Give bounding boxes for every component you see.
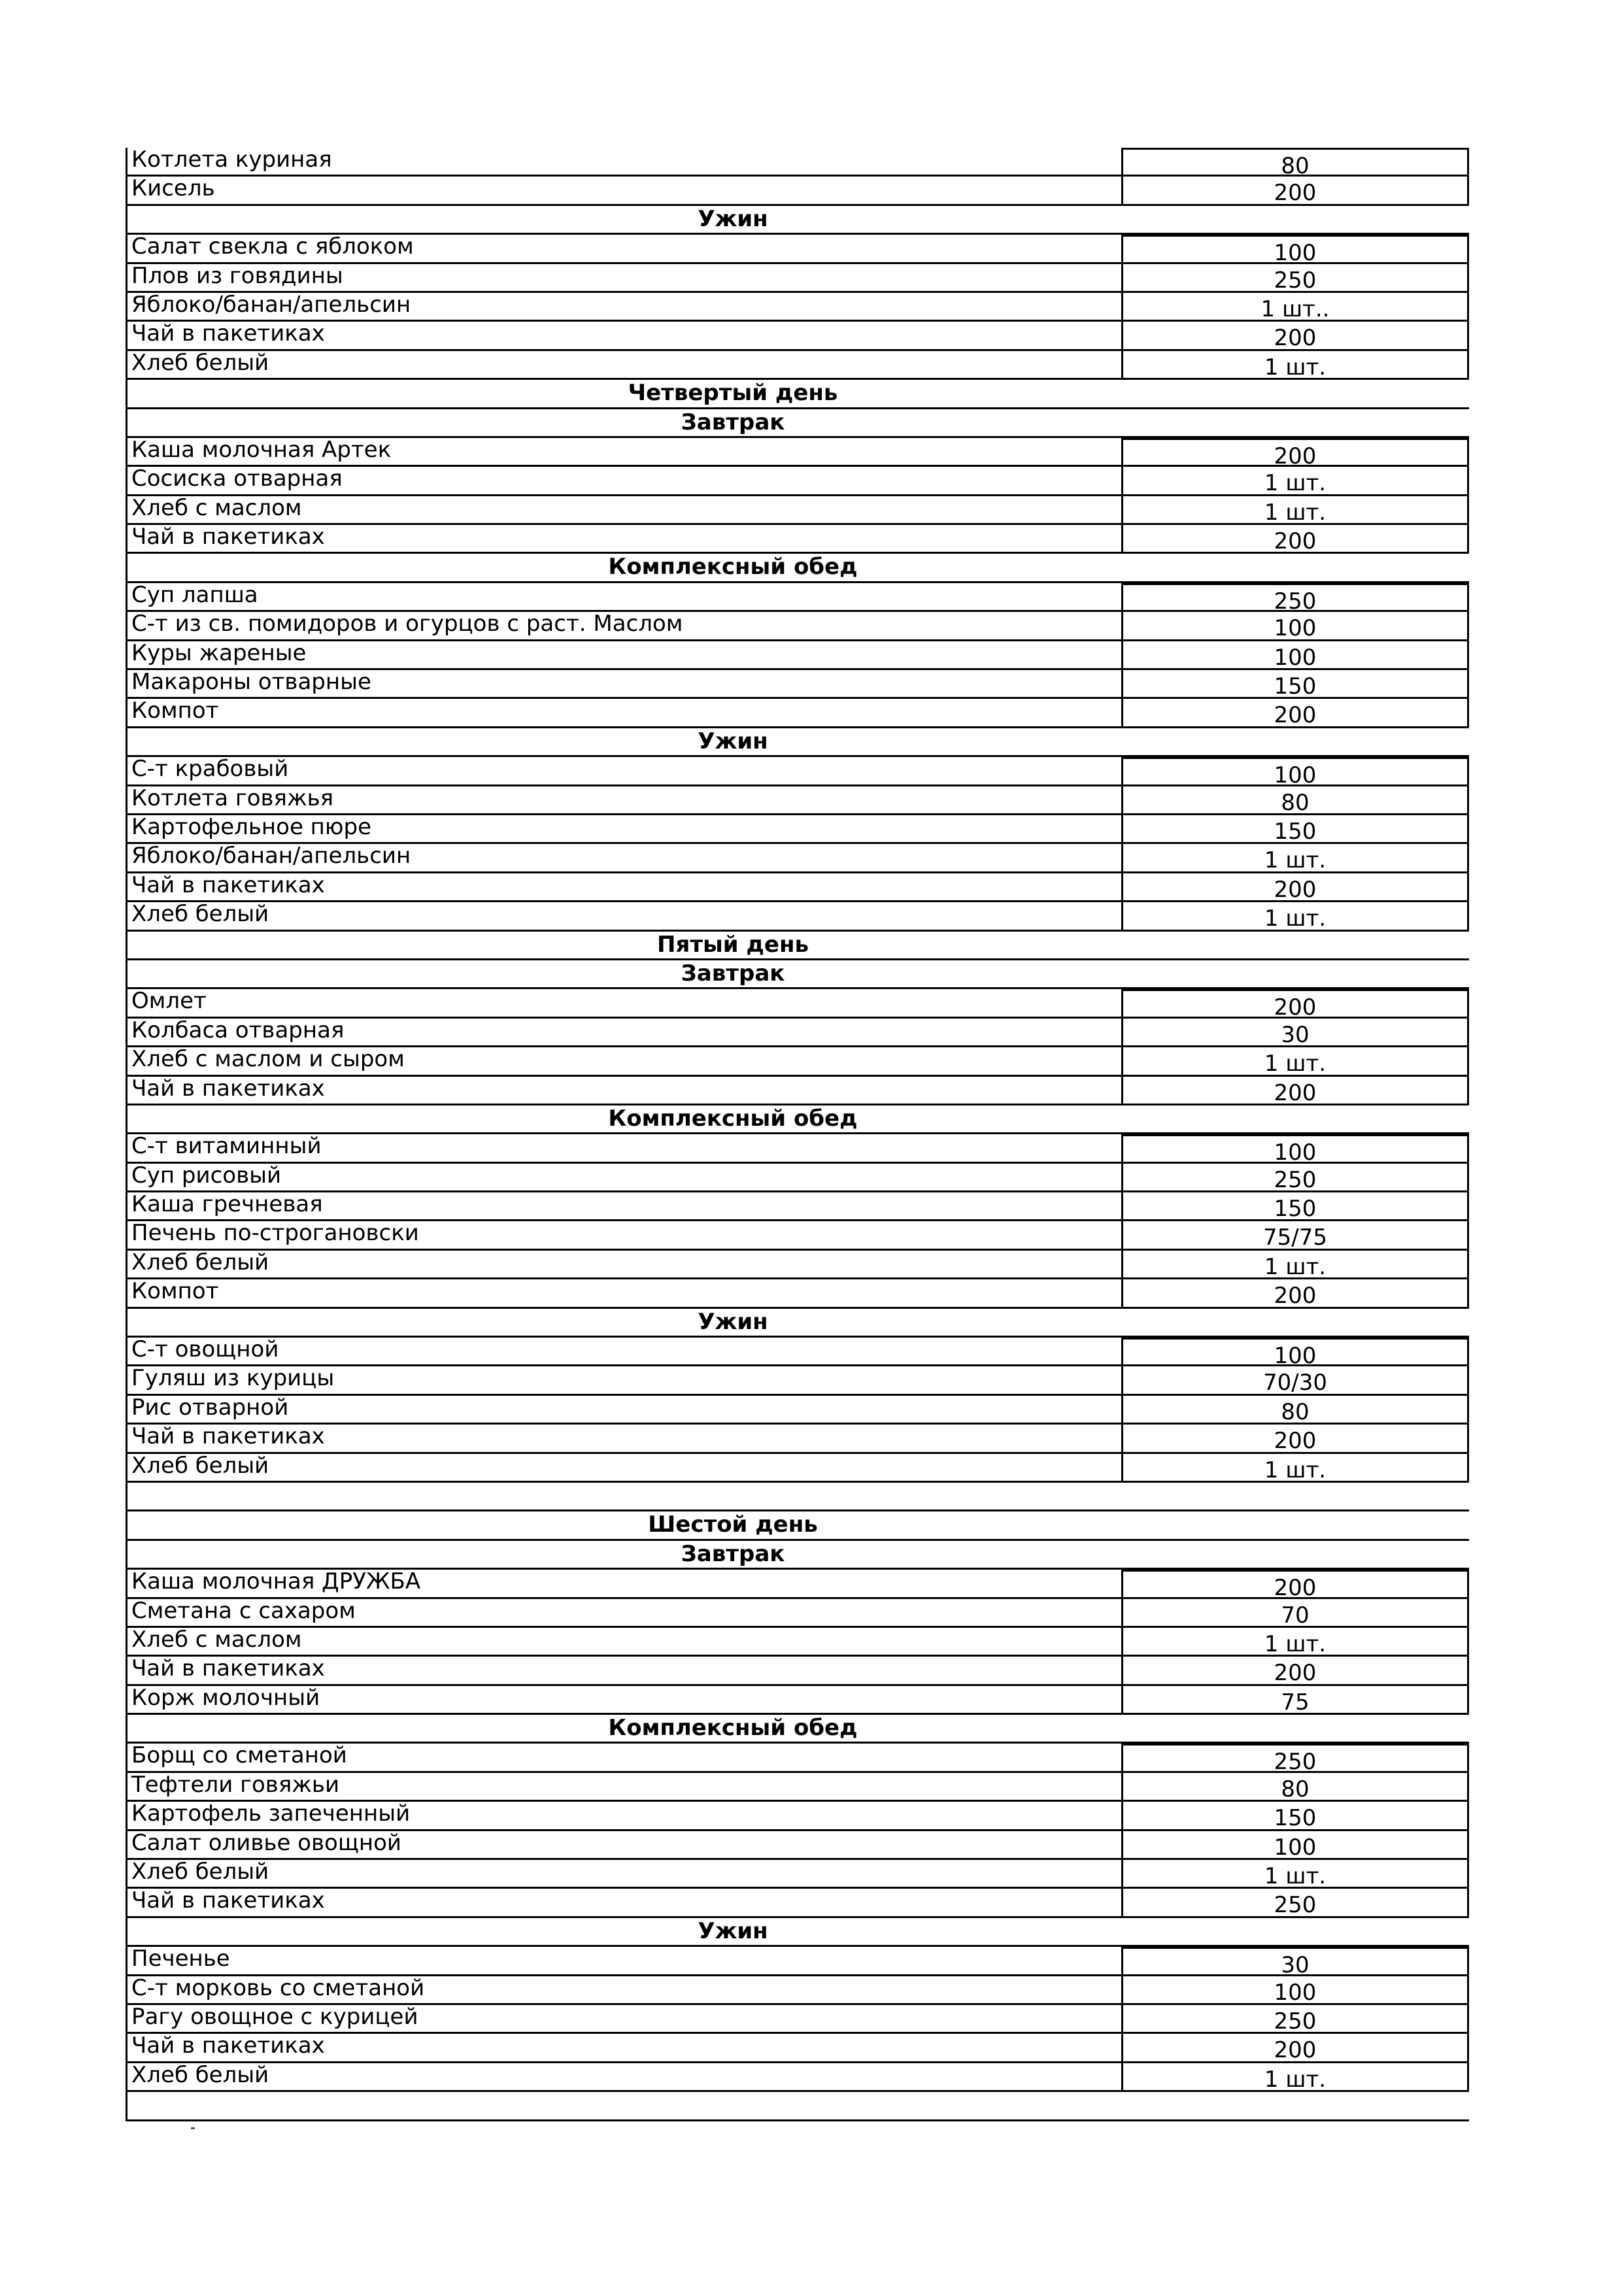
dish-name: Кисель <box>127 177 1121 205</box>
section-heading: Комплексный обед <box>127 554 1469 582</box>
dish-name: Яблоко/банан/апельсин <box>127 293 1121 322</box>
menu-row <box>127 177 1469 205</box>
portion-size: 200 <box>1121 1077 1469 1105</box>
menu-row <box>127 1396 1469 1425</box>
menu-row <box>127 670 1469 699</box>
dish-name: Макароны отварные <box>127 670 1121 699</box>
portion-size: 1 шт. <box>1121 1454 1469 1483</box>
menu-row <box>127 1831 1469 1860</box>
section-heading: Ужин <box>127 1309 1469 1338</box>
menu-row <box>127 148 1469 177</box>
menu-row <box>127 1279 1469 1308</box>
portion-size: 70/30 <box>1121 1366 1469 1395</box>
portion-size: 1 шт. <box>1121 844 1469 873</box>
portion-size: 30 <box>1121 1947 1469 1976</box>
portion-size: 250 <box>1121 1889 1469 1917</box>
dish-name: Хлеб белый <box>127 1454 1121 1483</box>
blank-row <box>127 2092 1469 2121</box>
menu-row <box>127 786 1469 815</box>
menu-row <box>127 815 1469 844</box>
portion-size: 100 <box>1121 1338 1469 1366</box>
dish-name: Чай в пакетиках <box>127 2034 1121 2063</box>
scan-speck <box>191 2127 195 2129</box>
dish-name: Хлеб с маслом <box>127 496 1121 525</box>
dish-name: Хлеб с маслом <box>127 1628 1121 1657</box>
portion-size: 100 <box>1121 1134 1469 1163</box>
portion-size: 200 <box>1121 1425 1469 1453</box>
portion-size: 200 <box>1121 525 1469 554</box>
menu-row <box>127 1889 1469 1917</box>
dish-name: Компот <box>127 1279 1121 1308</box>
dish-name: Салат оливье овощной <box>127 1831 1121 1860</box>
menu-row <box>127 351 1469 380</box>
dish-name: Каша молочная Артек <box>127 438 1121 467</box>
dish-name: Печень по-строгановски <box>127 1221 1121 1250</box>
dish-name: Хлеб с маслом и сыром <box>127 1047 1121 1076</box>
menu-row <box>127 1425 1469 1453</box>
section-heading: Ужин <box>127 728 1469 757</box>
menu-row <box>127 467 1469 496</box>
dish-name: Борщ со сметаной <box>127 1744 1121 1772</box>
menu-row <box>127 1773 1469 1802</box>
portion-size: 1 шт. <box>1121 902 1469 931</box>
section-heading: Ужин <box>127 1918 1469 1947</box>
dish-name: Котлета куриная <box>127 148 1121 177</box>
dish-name: Картофельное пюре <box>127 815 1121 844</box>
menu-row <box>127 1570 1469 1602</box>
dish-name: Чай в пакетиках <box>127 1425 1121 1453</box>
portion-size: 150 <box>1121 1802 1469 1830</box>
menu-row <box>127 496 1469 525</box>
menu-row <box>127 1947 1469 1979</box>
dish-name: Чай в пакетиках <box>127 322 1121 350</box>
menu-table <box>126 148 1469 2121</box>
portion-size: 250 <box>1121 1744 1469 1772</box>
dish-name: С-т морковь со сметаной <box>127 1976 1121 2005</box>
menu-row <box>127 1192 1469 1221</box>
dish-name: Чай в пакетиках <box>127 525 1121 554</box>
menu-row <box>127 2034 1469 2063</box>
portion-size: 80 <box>1121 148 1469 177</box>
dish-name: Куры жареные <box>127 641 1121 670</box>
dish-name: Чай в пакетиках <box>127 1657 1121 1685</box>
menu-row <box>127 1047 1469 1076</box>
dish-name: Котлета говяжья <box>127 786 1121 815</box>
dish-name: Хлеб белый <box>127 1860 1121 1889</box>
dish-name: Компот <box>127 699 1121 728</box>
blank-row <box>127 1483 1469 1511</box>
portion-size: 1 шт. <box>1121 496 1469 525</box>
menu-row <box>127 1657 1469 1685</box>
section-heading: Шестой день <box>127 1511 1469 1540</box>
dish-name: С-т витаминный <box>127 1134 1121 1163</box>
portion-size: 100 <box>1121 1976 1469 2005</box>
section-heading: Комплексный обед <box>127 1105 1469 1134</box>
menu-row <box>127 699 1469 728</box>
dish-name: Сметана с сахаром <box>127 1599 1121 1628</box>
section-heading: Ужин <box>127 206 1469 235</box>
menu-row <box>127 582 1469 615</box>
portion-size: 250 <box>1121 2005 1469 2034</box>
menu-row <box>127 1221 1469 1250</box>
portion-size: 1 шт.. <box>1121 293 1469 322</box>
menu-row <box>127 1019 1469 1047</box>
portion-size: 250 <box>1121 1164 1469 1192</box>
menu-row <box>127 235 1469 267</box>
menu-row <box>127 322 1469 350</box>
portion-size: 75/75 <box>1121 1221 1469 1250</box>
portion-size: 1 шт. <box>1121 1047 1469 1076</box>
menu-row <box>127 1976 1469 2005</box>
portion-size: 200 <box>1121 873 1469 902</box>
dish-name: Яблоко/банан/апельсин <box>127 844 1121 873</box>
portion-size: 100 <box>1121 757 1469 786</box>
dish-name: Чай в пакетиках <box>127 1077 1121 1105</box>
portion-size: 200 <box>1121 1657 1469 1685</box>
menu-row <box>127 1744 1469 1776</box>
dish-name: Чай в пакетиках <box>127 873 1121 902</box>
portion-size: 80 <box>1121 1396 1469 1425</box>
dish-name: Гуляш из курицы <box>127 1366 1121 1395</box>
menu-row <box>127 1366 1469 1395</box>
menu-row <box>127 1628 1469 1657</box>
menu-row <box>127 757 1469 789</box>
menu-row <box>127 1860 1469 1889</box>
dish-name: Каша молочная ДРУЖБА <box>127 1570 1121 1598</box>
portion-size: 100 <box>1121 641 1469 670</box>
dish-name: Чай в пакетиках <box>127 1889 1121 1917</box>
portion-size: 80 <box>1121 786 1469 815</box>
portion-size: 200 <box>1121 699 1469 728</box>
menu-row <box>127 2005 1469 2034</box>
dish-name: Колбаса отварная <box>127 1019 1121 1047</box>
portion-size: 1 шт. <box>1121 2063 1469 2092</box>
portion-size: 200 <box>1121 1570 1469 1598</box>
dish-name: Хлеб белый <box>127 351 1121 380</box>
menu-row <box>127 989 1469 1021</box>
dish-name: Каша гречневая <box>127 1192 1121 1221</box>
menu-row <box>127 1802 1469 1830</box>
portion-size: 80 <box>1121 1773 1469 1802</box>
dish-name: Хлеб белый <box>127 1251 1121 1279</box>
portion-size: 1 шт. <box>1121 351 1469 380</box>
dish-name: С-т овощной <box>127 1338 1121 1366</box>
menu-row <box>127 1134 1469 1166</box>
section-heading: Завтрак <box>127 960 1469 989</box>
portion-size: 200 <box>1121 177 1469 205</box>
menu-row <box>127 873 1469 902</box>
dish-name: Суп рисовый <box>127 1164 1121 1192</box>
portion-size: 100 <box>1121 235 1469 263</box>
menu-row <box>127 1686 1469 1715</box>
portion-size: 200 <box>1121 438 1469 467</box>
portion-size: 30 <box>1121 1019 1469 1047</box>
portion-size: 250 <box>1121 264 1469 293</box>
portion-size: 1 шт. <box>1121 1251 1469 1279</box>
dish-name: Хлеб белый <box>127 2063 1121 2092</box>
menu-row <box>127 641 1469 670</box>
section-heading: Завтрак <box>127 1541 1469 1570</box>
section-heading: Четвертый день <box>127 380 1469 409</box>
dish-name: Суп лапша <box>127 583 1121 612</box>
dish-name: С-т крабовый <box>127 757 1121 786</box>
section-heading: Пятый день <box>127 932 1469 960</box>
portion-size: 250 <box>1121 583 1469 612</box>
dish-name: Омлет <box>127 989 1121 1018</box>
portion-size: 200 <box>1121 322 1469 350</box>
dish-name: Корж молочный <box>127 1686 1121 1715</box>
portion-size: 200 <box>1121 1279 1469 1308</box>
dish-name: Салат свекла с яблоком <box>127 235 1121 263</box>
portion-size: 200 <box>1121 989 1469 1018</box>
menu-row <box>127 1251 1469 1279</box>
section-heading: Завтрак <box>127 409 1469 438</box>
dish-name: Тефтели говяжьи <box>127 1773 1121 1802</box>
menu-row <box>127 525 1469 554</box>
menu-row <box>127 612 1469 641</box>
menu-row <box>127 1599 1469 1628</box>
portion-size: 1 шт. <box>1121 1628 1469 1657</box>
section-heading: Комплексный обед <box>127 1715 1469 1744</box>
portion-size: 1 шт. <box>1121 467 1469 496</box>
menu-row <box>127 844 1469 873</box>
menu-row <box>127 293 1469 322</box>
dish-name: Печенье <box>127 1947 1121 1976</box>
portion-size: 150 <box>1121 670 1469 699</box>
dish-name: Картофель запеченный <box>127 1802 1121 1830</box>
portion-size: 200 <box>1121 2034 1469 2063</box>
portion-size: 150 <box>1121 815 1469 844</box>
dish-name: Плов из говядины <box>127 264 1121 293</box>
menu-row <box>127 1338 1469 1370</box>
menu-row <box>127 264 1469 293</box>
menu-row <box>127 1164 1469 1192</box>
menu-row <box>127 438 1469 467</box>
portion-size: 150 <box>1121 1192 1469 1221</box>
menu-row <box>127 1454 1469 1483</box>
dish-name: Сосиска отварная <box>127 467 1121 496</box>
portion-size: 1 шт. <box>1121 1860 1469 1889</box>
dish-name: Рис отварной <box>127 1396 1121 1425</box>
menu-row <box>127 2063 1469 2092</box>
portion-size: 100 <box>1121 612 1469 641</box>
portion-size: 75 <box>1121 1686 1469 1715</box>
dish-name: С-т из св. помидоров и огурцов с раст. Маслом <box>127 612 1121 641</box>
dish-name: Рагу овощное с курицей <box>127 2005 1121 2034</box>
menu-row <box>127 1077 1469 1105</box>
portion-size: 70 <box>1121 1599 1469 1628</box>
dish-name: Хлеб белый <box>127 902 1121 931</box>
portion-size: 100 <box>1121 1831 1469 1860</box>
menu-row <box>127 902 1469 931</box>
